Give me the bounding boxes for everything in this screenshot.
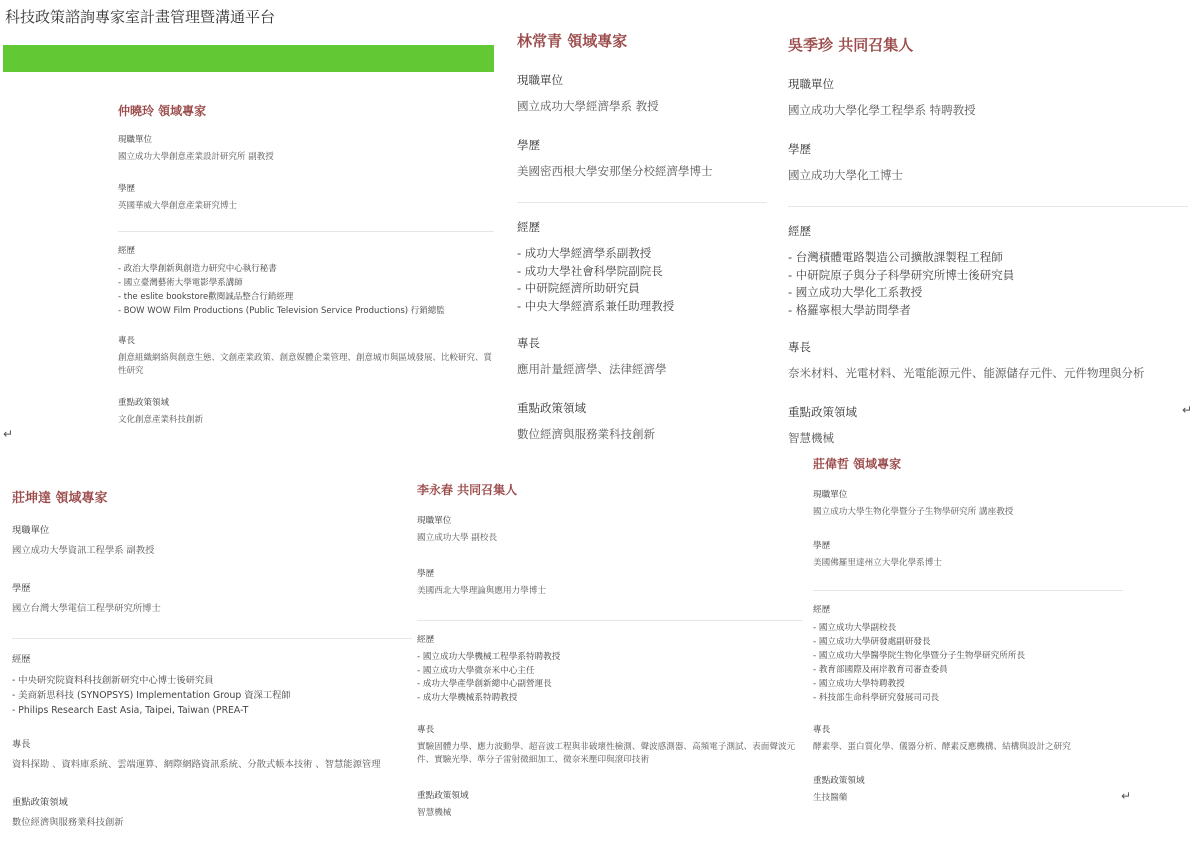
experience-label: 經歷 — [118, 246, 136, 256]
current-unit-label: 現職單位 — [12, 525, 50, 536]
divider — [788, 206, 1188, 207]
divider — [517, 202, 767, 203]
experience-item: - 成功大學社會科學院副院長 — [517, 263, 663, 278]
expertise-label: 專長 — [517, 336, 540, 350]
expert-card — [118, 102, 494, 445]
policy-value: 智慧機械 — [788, 431, 834, 445]
experience-item: - 中央研究院資料科技創新研究中心博士後研究員 — [12, 675, 214, 686]
expertise-value: 資料探勘 、資料庫系統、雲端運算、網際網路資訊系統、分散式帳本技術 、智慧能源管理 — [12, 759, 381, 770]
experience-label: 經歷 — [417, 635, 435, 645]
policy-value: 數位經濟與服務業科技創新 — [517, 427, 655, 441]
current-unit-value: 國立成功大學化學工程學系 特聘教授 — [788, 103, 976, 117]
experience-item: - 成功大學機械系特聘教授 — [417, 692, 518, 703]
education-label: 學歷 — [517, 138, 540, 152]
expertise-value: 奈米材料、光電材料、光電能源元件、能源儲存元件、元件物理與分析 — [788, 366, 1145, 380]
education-label: 學歷 — [12, 583, 31, 594]
expert-name: 仲曉玲 領域專家 — [118, 104, 207, 118]
education-label: 學歷 — [118, 184, 136, 194]
experience-list — [813, 621, 1123, 705]
expertise-value: 創意組織網絡與創意生態、文創產業政策、創意媒體企業管理、創意城市與區域發展、比較研究、質性研究 — [118, 353, 493, 376]
expert-name: 林常青 領域專家 — [517, 32, 628, 50]
experience-item: - 國立成功大學化工系教授 — [788, 285, 923, 299]
current-unit-label: 現職單位 — [118, 135, 153, 145]
education-value: 美國佛羅里達州立大學化學系博士 — [813, 558, 942, 568]
policy-value: 智慧機械 — [417, 808, 452, 818]
experience-item: - 台灣積體電路製造公司擴散課製程工程師 — [788, 250, 1003, 264]
expert-name: 莊坤達 領域專家 — [12, 491, 108, 506]
expertise-value: 實驗固體力學、應力波動學、超音波工程與非破壞性檢測、聲波感測器、高頻電子測試、表面聲波元件、實驗光學、準分子雷射微細加工、微奈米壓印與滾印技術 — [417, 742, 796, 765]
experience-item: - 中央大學經濟系兼任助理教授 — [517, 298, 675, 313]
experience-item: - 國立成功大學醫學院生物化學暨分子生物學研究所所長 — [813, 651, 1026, 661]
expert-name: 吳季珍 共同召集人 — [788, 36, 914, 54]
experience-item: - 成功大學產學創新總中心副營運長 — [417, 679, 552, 689]
site-title: 科技政策諮詢專家室計畫管理暨溝通平台 — [5, 8, 276, 26]
current-unit-value: 國立成功大學創意產業設計研究所 副教授 — [118, 152, 274, 162]
divider — [118, 231, 494, 232]
expert-card — [788, 34, 1188, 469]
current-unit-value: 國立成功大學生物化學暨分子生物學研究所 講座教授 — [813, 507, 1014, 517]
education-value: 英國華威大學創意產業研究博士 — [118, 201, 238, 211]
education-value: 美國密西根大學安那堡分校經濟學博士 — [517, 164, 713, 178]
expert-card — [517, 30, 767, 465]
policy-value: 數位經濟與服務業科技創新 — [12, 817, 124, 828]
current-unit-label: 現職單位 — [813, 490, 848, 500]
education-value: 國立台灣大學電信工程學研究所博士 — [12, 603, 161, 614]
current-unit-label: 現職單位 — [517, 73, 563, 87]
expert-card — [417, 481, 802, 842]
experience-item: - 成功大學經濟學系副教授 — [517, 246, 652, 260]
expertise-value: 應用計量經濟學、法律經濟學 — [517, 362, 667, 376]
experience-item: - 中研院經濟所助研究員 — [517, 281, 640, 295]
policy-value: 文化創意產業科技創新 — [118, 415, 204, 425]
experience-item: - 科技部生命科學研究發展司司長 — [813, 693, 940, 703]
current-unit-value: 國立成功大學經濟學系 教授 — [517, 99, 659, 113]
current-unit-label: 現職單位 — [417, 516, 452, 526]
header-banner — [3, 45, 494, 72]
policy-label: 重點政策領域 — [118, 398, 170, 408]
experience-item: - 政治大學創新與創造力研究中心執行秘書 — [118, 264, 277, 274]
expertise-label: 專長 — [12, 739, 31, 750]
policy-label: 重點政策領域 — [517, 401, 586, 415]
experience-label: 經歷 — [517, 220, 540, 234]
divider — [813, 590, 1123, 591]
experience-item: - 國立成功大學機械工程學系特聘教授 — [417, 652, 561, 662]
experience-item: - 教育部國際及兩岸教育司審查委員 — [813, 665, 948, 675]
experience-item: - the eslite bookstore歡閱誠品整合行銷經理 — [118, 292, 294, 302]
expertise-label: 專長 — [813, 725, 831, 735]
expert-name: 莊偉哲 領域專家 — [813, 457, 902, 471]
experience-list — [12, 673, 412, 718]
expert-name: 李永春 共同召集人 — [417, 483, 518, 497]
experience-list — [788, 249, 1188, 319]
experience-label: 經歷 — [788, 224, 811, 238]
expertise-label: 專長 — [417, 725, 435, 735]
experience-list — [517, 245, 767, 315]
policy-label: 重點政策領域 — [12, 797, 68, 808]
experience-label: 經歷 — [12, 654, 31, 665]
experience-item: - 國立成功大學研發處副研發長 — [813, 637, 931, 647]
experience-item: - BOW WOW Film Productions (Public Television Service Productions) 行銷總監 — [118, 306, 445, 316]
policy-label: 重點政策領域 — [813, 776, 865, 786]
policy-value: 生技醫藥 — [813, 793, 848, 803]
experience-item: - 美商新思科技 (SYNOPSYS) Implementation Group 資深工程師 — [12, 690, 291, 701]
divider — [12, 638, 412, 639]
policy-label: 重點政策領域 — [417, 791, 469, 801]
experience-item: - 國立成功大學特聘教授 — [813, 679, 905, 689]
expertise-label: 專長 — [118, 336, 136, 346]
current-unit-label: 現職單位 — [788, 77, 834, 91]
expertise-label: 專長 — [788, 340, 811, 354]
education-label: 學歷 — [813, 541, 831, 551]
return-mark-icon: ↵ — [3, 427, 14, 441]
return-mark-icon: ↵ — [1182, 403, 1192, 417]
return-mark-icon: ↵ — [1121, 789, 1132, 803]
education-label: 學歷 — [788, 142, 811, 156]
experience-label: 經歷 — [813, 605, 831, 615]
experience-list — [417, 651, 802, 705]
current-unit-value: 國立成功大學 副校長 — [417, 533, 498, 543]
experience-item: - 國立臺灣藝術大學電影學系講師 — [118, 278, 243, 288]
education-value: 國立成功大學化工博士 — [788, 168, 903, 182]
experience-item: - 中研院原子與分子科學研究所博士後研究員 — [788, 267, 1015, 282]
education-label: 學歷 — [417, 569, 435, 579]
experience-item: - Philips Research East Asia, Taipei, Taiwan (PREA-T — [12, 705, 249, 716]
expert-card — [813, 455, 1123, 825]
education-value: 美國西北大學理論與應用力學博士 — [417, 586, 546, 596]
current-unit-value: 國立成功大學資訊工程學系 副教授 — [12, 545, 155, 556]
divider — [417, 620, 802, 621]
expertise-value: 酵素學、蛋白質化學、儀器分析、酵素反應機構、結構與設計之研究 — [813, 742, 1071, 752]
expert-card — [12, 487, 412, 852]
experience-item: - 國立成功大學微奈米中心主任 — [417, 665, 535, 676]
experience-item: - 國立成功大學副校長 — [813, 623, 897, 633]
experience-item: - 格羅寧根大學訪問學者 — [788, 302, 911, 317]
policy-label: 重點政策領域 — [788, 405, 857, 419]
experience-list — [118, 262, 494, 318]
